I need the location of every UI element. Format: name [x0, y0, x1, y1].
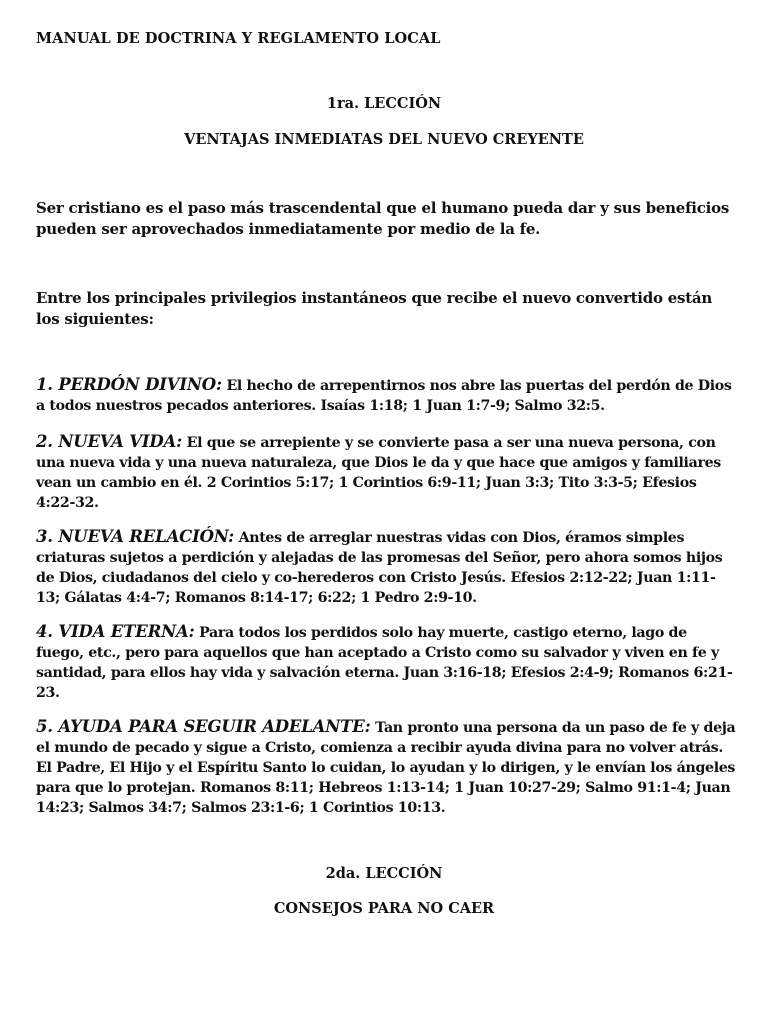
privilege-item-text: Para todos los perdidos solo hay muerte, castigo eterno, lago de fuego, etc., pero para aquellos que han aceptado a Cristo como su salvador y viven en fe y santidad, para ellos hay vida y salvación eterna. Juan 3:16-18; Efesios 2:4-9; Romanos 6:21-23. — [36, 625, 733, 701]
lesson-1-lead: Entre los principales privilegios instantáneos que recibe el nuevo convertido están los siguientes: — [36, 289, 713, 328]
privilege-item-heading: 1. PERDÓN DIVINO: — [36, 375, 222, 394]
privilege-item-heading: 3. NUEVA RELACIÓN: — [36, 527, 234, 546]
lesson-1-intro: Ser cristiano es el paso más trascendental que el humano pueda dar y sus beneficios pueden ser aprovechados inmediatamente por medio de la fe. — [36, 199, 730, 238]
lesson-1-number: 1ra. LECCIÓN — [326, 95, 442, 112]
privilege-item-text: Antes de arreglar nuestras vidas con Dios, éramos simples criaturas sujetos a perdición y alejadas de las promesas del Señor, pero ahora somos hijos de Dios, ciudadanos del cielo y co-herederos con Cristo Jesús. Efesios 2:12-22; Juan 1:11-13; Gálatas 4:4-7; Romanos 8:14-17; 6:22; 1 Pedro 2:9-10. — [36, 530, 723, 606]
privilege-item-heading: 5. AYUDA PARA SEGUIR ADELANTE: — [36, 717, 371, 736]
privilege-item-heading: 4. VIDA ETERNA: — [36, 622, 195, 641]
privilege-item-1 — [36, 375, 736, 417]
lesson-2-number: 2da. LECCIÓN — [325, 865, 443, 882]
privilege-item-3 — [36, 527, 736, 609]
privilege-item-text: Tan pronto una persona da un paso de fe y deja el mundo de pecado y sigue a Cristo, comienza a recibir ayuda divina para no volver atrás. El Padre, El Hijo y el Espíritu Santo lo cuidan, lo ayudan y lo dirigen, y le envían los ángeles para que lo protejan. Romanos 8:11; Hebreos 1:13-14; 1 Juan 10:27-29; Salmo 91:1-4; Juan 14:23; Salmos 34:7; Salmos 23:1-6; 1 Corintios 10:13. — [36, 720, 736, 816]
privilege-item-heading: 2. NUEVA VIDA: — [36, 432, 183, 451]
privilege-item-text: El hecho de arrepentirnos nos abre las puertas del perdón de Dios a todos nuestros pecados anteriores. Isaías 1:18; 1 Juan 1:7-9; Salmo 32:5. — [36, 378, 732, 414]
privilege-item-4 — [36, 622, 736, 704]
lesson-2-heading: CONSEJOS PARA NO CAER — [273, 900, 495, 917]
privilege-item-5 — [36, 717, 736, 819]
document-title: MANUAL DE DOCTRINA Y REGLAMENTO LOCAL — [36, 30, 441, 47]
lesson-1-heading: VENTAJAS INMEDIATAS DEL NUEVO CREYENTE — [184, 131, 584, 148]
privilege-item-text: El que se arrepiente y se convierte pasa a ser una nueva persona, con una nueva vida y una nueva naturaleza, que Dios le da y que hace que amigos y familiares vean un cambio en él. 2 Corintios 5:17; 1 Corintios 6:9-11; Juan 3:3; Tito 3:3-5; Efesios 4:22-32. — [36, 435, 721, 511]
privilege-item-2 — [36, 432, 736, 514]
